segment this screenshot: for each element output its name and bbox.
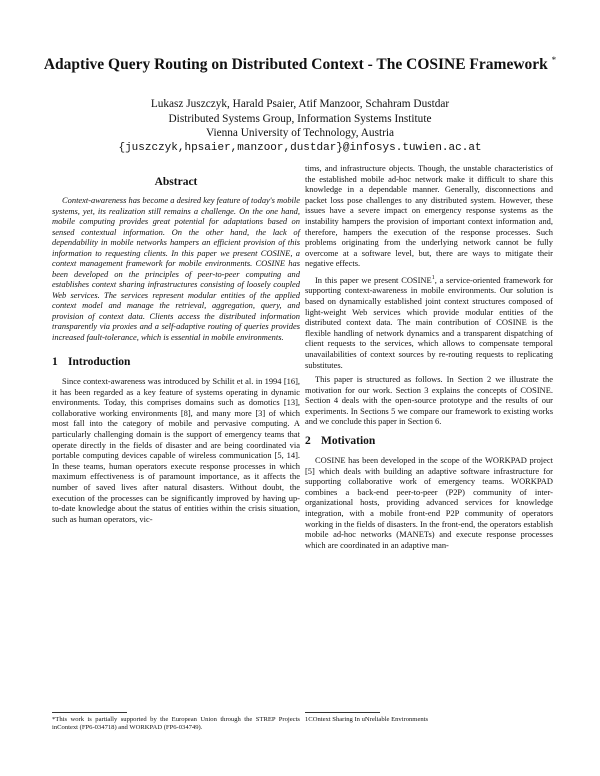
author-emails: {juszczyk,hpsaier,manzoor,dustdar}@infosys.tuwien.ac.at — [118, 141, 482, 154]
intro-p2-rest: , a service-oriented framework for supporting context-awareness in mobile environments. Our solution is based on dynamically established joint context structures composed of light-weight Web services which provide modular entities of the distributed context data. The main contribution of COSINE is the flexible handling of network dynamics and a transparent dispatching of client requests to the services, which allows to compensate temporal unavailabilities of context sources by re-routing requests to replicating substitutes. — [305, 274, 553, 370]
footnote-rule-left — [52, 712, 127, 713]
footnote-right: 1COntext Sharing In uNreliable Environments — [305, 716, 429, 723]
author-names: Lukasz Juszczyk, Harald Psaier, Atif Manzoor, Schahram Dustdar — [150, 98, 450, 110]
paper-title-text: Adaptive Query Routing on Distributed Context - The COSINE Framework — [43, 56, 548, 74]
footnote-1-mark: 1 — [431, 274, 435, 281]
motivation-paragraph-1: COSINE has been developed in the scope of the WORKPAD project [5] which deals with building an adaptive software infrastructure for supporting collaborative work of emergency teams. WORKPAD combines a back-end peer-to-peer (P2P) community of inter-organizational hosts, providing advanced services for knowledge integration, with a mobile front-end P2P community of operators working in the fields of disasters. In the front-end, the operators establish mobile ad-hoc networks (MANETs) and execute response processes which are coordinated in an adaptive man- — [305, 455, 553, 550]
author-block — [60, 97, 540, 155]
title-footnote-mark: * — [551, 55, 557, 65]
affiliation-university: Vienna University of Technology, Austria — [205, 127, 395, 139]
section-introduction-heading — [52, 356, 300, 368]
section-number: 1 — [52, 356, 58, 368]
footnote-left: *This work is partially supported by the European Union through the STREP Projects inContext (FP6-034718) and WORKPAD (FP6-034749). — [52, 716, 300, 732]
affiliation-group: Distributed Systems Group, Information Systems Institute — [168, 112, 432, 125]
section-number: 2 — [305, 435, 311, 448]
intro-paragraph-1-continued: tims, and infrastructure objects. Though, the unstable characteristics of the established mobile ad-hoc network make it difficult to share this knowledge in a dependable manner. Generally, disconnections and packet loss pose challenges to any distributed system. However, these issues have a severe impact on emergency response systems as the instability hampers the provision of important context information and, therefore, hampers the execution of the response processes. Such problems originating from the underlying network cannot be fully overcome at a software level, but, there are ways to mitigate their negative effects. — [305, 163, 553, 269]
intro-paragraph-1: Since context-awareness was introduced by Schilit et al. in 1994 [16], it has been regarded as a key feature of systems operating in dynamic environments. Today, this comprises domains such as domotics [13], collaborative working environments [8], and many more [3] of which most fall into the category of mobile and pervasive computing. A particularly challenging domain is the support of emergency teams that operate directly in the fields of disaster and are being coordinated via portable computing devices capable of wireless communication [5, 14]. In these teams, human operators execute response processes in which maximum effectiveness is of paramount importance, as it affects the number of saved lives after natural disasters. Without doubt, the execution of the processes can be significantly improved by having up-to-date knowledge about the status of entities within the crisis situation, such as human operators, vic- — [52, 376, 300, 524]
intro-p2-start: In this paper we present COSINE — [315, 274, 432, 285]
paper-title — [40, 50, 560, 75]
footnote-rule-right — [305, 712, 380, 713]
section-title: Introduction — [68, 356, 131, 368]
section-title: Motivation — [321, 435, 376, 448]
abstract-heading: Abstract — [154, 176, 198, 188]
intro-paragraph-3: This paper is structured as follows. In Section 2 we illustrate the motivation for our work. Section 3 explains the concepts of COSINE. Section 4 deals with the open-source prototype and the results of our experiments. In Sections 5 we compare our framework to existing works and we conclude this paper in Section 6. — [305, 374, 553, 427]
intro-paragraph-2 — [305, 273, 553, 370]
right-column — [305, 163, 553, 550]
left-column — [52, 176, 300, 524]
section-motivation-heading — [305, 435, 553, 447]
abstract-text: Context-awareness has become a desired key feature of today's mobile systems, yet, its realization still remains a challenge. On the one hand, mobile computing provides great potential for adaptations based on sensed contextual information. On the other hand, the lack of dependability in mobile networks hampers an efficient provision of this information to requesting clients. In this paper we present COSINE, a context management framework for mobile environments. COSINE has been developed on the principles of peer-to-peer computing and establishes context sharing infrastructures consisting of loosely coupled Web services. The services represent modular entities of the applied context model and manage the retrieval, aggregation, query, and provision of context data. Clients access the distributed information transparently via proxies and a self-adaptive routing of queries provides increased fault-tolerance, which is essential in mobile environments. — [52, 195, 300, 342]
